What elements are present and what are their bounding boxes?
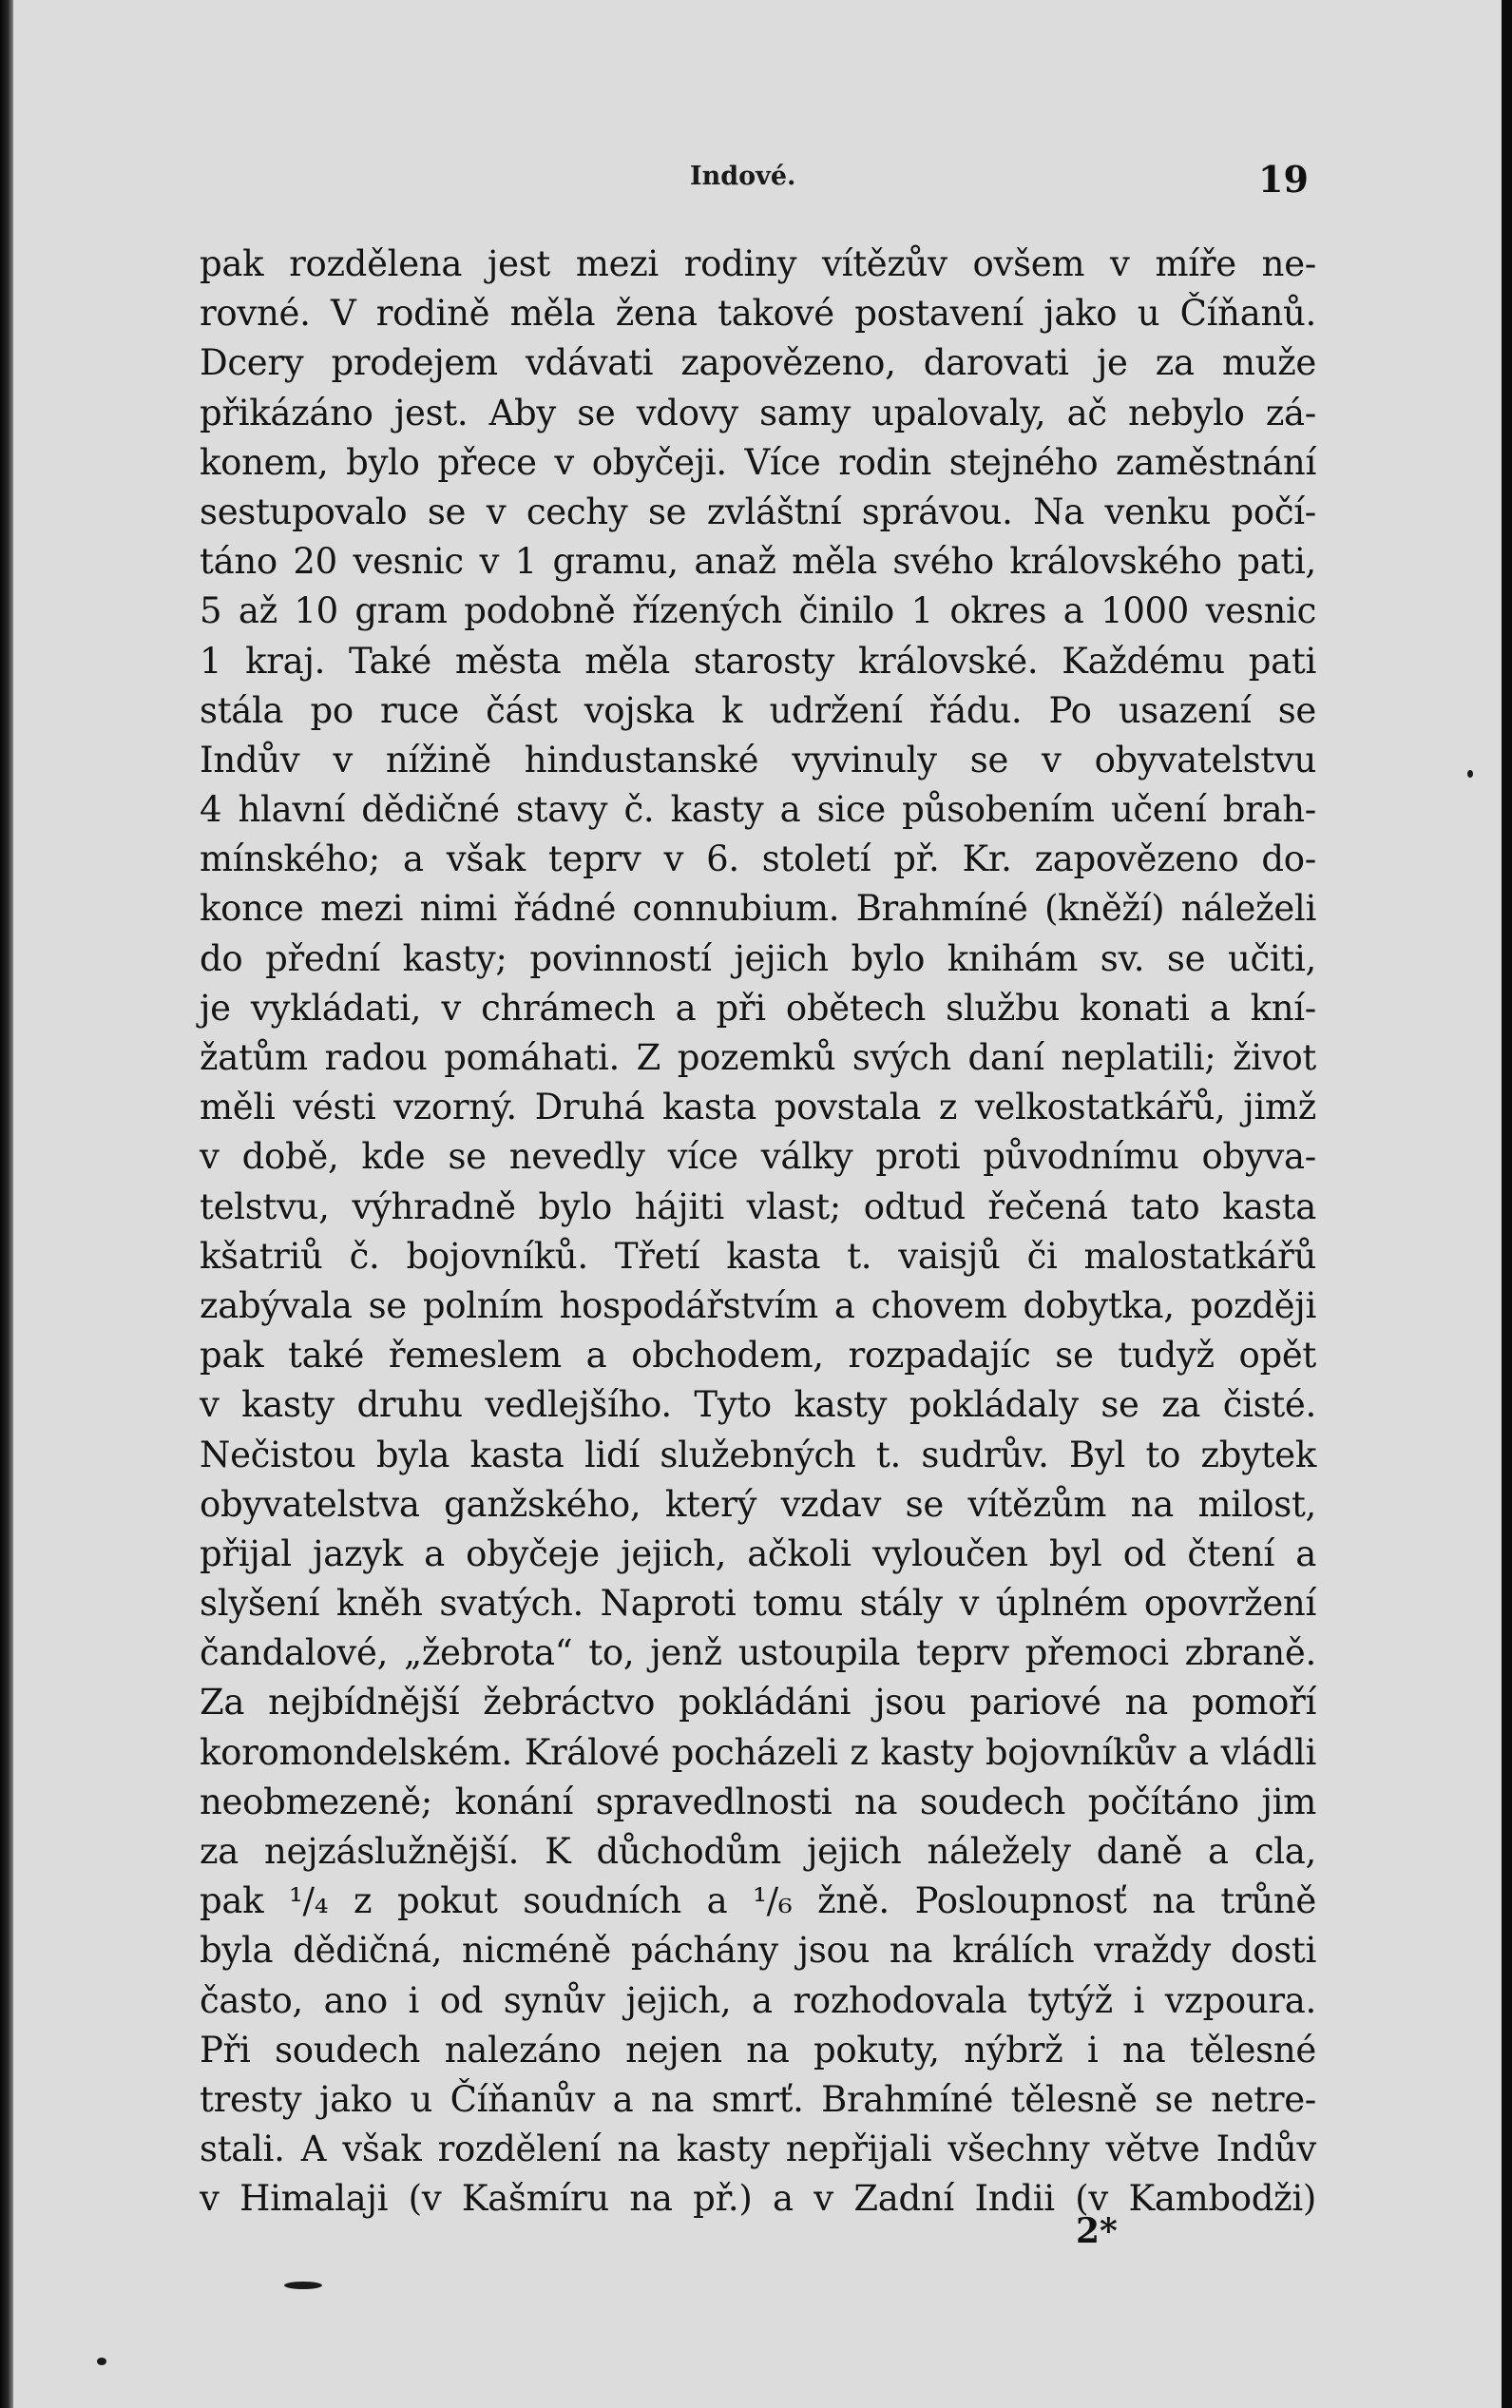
ink-speck <box>284 2282 322 2289</box>
text-line: konce mezi nimi řádné connubium. Brahmíné (kněží) náleželi <box>200 888 1316 930</box>
text-line: Indův v nížině hindustanské vyvinuly se v obyvatelstvu <box>200 739 1316 780</box>
text-line: čandalové, „žebrota“ to, jenž ustoupila teprv přemoci zbraně. <box>200 1632 1316 1674</box>
book-page <box>13 0 1502 2408</box>
text-line: mínského; a však teprv v 6. století př. Kr. zapovězeno do- <box>200 838 1316 880</box>
text-line: konem, bylo přece v obyčeji. Více rodin stejného zaměstnání <box>200 441 1316 483</box>
text-line: často, ano i od synův jejich, a rozhodovala tytýž i vzpoura. <box>200 1979 1316 2021</box>
page-number: 19 <box>1258 158 1309 201</box>
scan-left-edge <box>0 0 13 2408</box>
text-line: byla dědičná, nicméně páchány jsou na králích vraždy dosti <box>200 1930 1316 1972</box>
text-line: stála po ruce část vojska k udržení řádu. Po usazení se <box>200 689 1316 731</box>
text-line: Za nejbídnější žebráctvo pokládáni jsou pariové na pomoří <box>200 1682 1316 1724</box>
signature-mark: 2* <box>1076 2211 1118 2251</box>
text-line: 4 hlavní dědičné stavy č. kasty a sice působením učení brah- <box>200 789 1316 831</box>
text-line: táno 20 vesnic v 1 gramu, anaž měla svého královského pati, <box>200 541 1316 583</box>
page-header <box>13 158 1502 201</box>
text-line: tresty jako u Číňanův a na smrť. Brahmíné tělesně se netre- <box>200 2078 1316 2120</box>
text-line: 1 kraj. Také města měla starosty královské. Každému pati <box>200 640 1316 682</box>
text-line: přikázáno jest. Aby se vdovy samy upalovaly, ač nebylo zá- <box>200 392 1316 433</box>
text-line: v Himalaji (v Kašmíru na př.) a v Zadní Indii (v Kambodži) <box>200 2178 1316 2220</box>
ink-speck <box>1467 770 1473 778</box>
text-line: stali. A však rozdělení na kasty nepřijali všechny větve Indův <box>200 2129 1316 2170</box>
ink-speck <box>97 2358 106 2365</box>
text-line: koromondelském. Králové pocházeli z kasty bojovníkův a vládli <box>200 1731 1316 1773</box>
text-line: pak také řemeslem a obchodem, rozpadajíc se tudyž opět <box>200 1335 1316 1377</box>
text-line: pak rozdělena jest mezi rodiny vítězův ovšem v míře ne- <box>200 243 1316 284</box>
text-line: v době, kde se nevedly více války proti původnímu obyva- <box>200 1136 1316 1178</box>
text-line: kšatriů č. bojovníků. Třetí kasta t. vaisjů či malostatkářů <box>200 1235 1316 1277</box>
text-line: přijal jazyk a obyčeje jejich, ačkoli vyloučen byl od čtení a <box>200 1532 1316 1574</box>
text-line: žatům radou pomáhati. Z pozemků svých daní neplatili; život <box>200 1037 1316 1078</box>
text-line: do přední kasty; povinností jejich bylo knihám sv. se učiti, <box>200 937 1316 979</box>
text-line: pak ¹/₄ z pokut soudních a ¹/₆ žně. Posloupnosť na trůně <box>200 1880 1316 1922</box>
running-head: Indové. <box>690 162 796 191</box>
text-line: Při soudech nalezáno nejen na pokuty, nýbrž i na tělesné <box>200 2029 1316 2071</box>
body-text <box>200 240 1316 2225</box>
text-line: v kasty druhu vedlejšího. Tyto kasty pokládaly se za čisté. <box>200 1384 1316 1426</box>
text-line: obyvatelstva ganžského, který vzdav se vítězům na milost, <box>200 1483 1316 1525</box>
text-line: je vykládati, v chrámech a při obětech službu konati a kní- <box>200 987 1316 1029</box>
text-line: slyšení kněh svatých. Naproti tomu stály v úplném opovržení <box>200 1583 1316 1625</box>
text-line: zabývala se polním hospodářstvím a chovem dobytka, později <box>200 1284 1316 1326</box>
text-line: měli vésti vzorný. Druhá kasta povstala z velkostatkářů, jimž <box>200 1087 1316 1128</box>
text-line: 5 až 10 gram podobně řízených činilo 1 okres a 1000 vesnic <box>200 590 1316 632</box>
text-line: Dcery prodejem vdávati zapovězeno, darovati je za muže <box>200 342 1316 384</box>
text-line: telstvu, výhradně bylo hájiti vlast; odtud řečená tato kasta <box>200 1185 1316 1227</box>
text-line: rovné. V rodině měla žena takové postavení jako u Číňanů. <box>200 293 1316 335</box>
text-line: neobmezeně; konání spravedlnosti na soudech počítáno jim <box>200 1781 1316 1822</box>
text-line: sestupovalo se v cechy se zvláštní správou. Na venku počí- <box>200 491 1316 532</box>
text-line: za nejzáslužnější. K důchodům jejich náležely daně a cla, <box>200 1831 1316 1872</box>
text-line: Nečistou byla kasta lidí služebných t. sudrův. Byl to zbytek <box>200 1434 1316 1475</box>
